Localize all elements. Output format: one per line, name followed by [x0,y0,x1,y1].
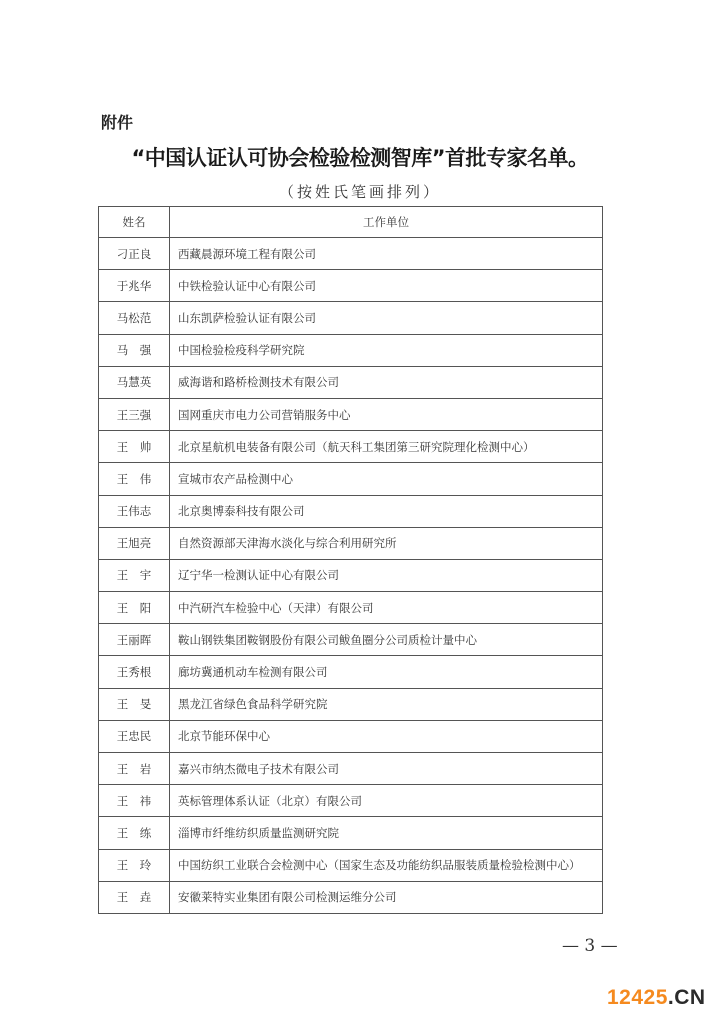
expert-name-cell: 王 祎 [99,785,170,817]
expert-name-cell: 马慧英 [99,366,170,398]
expert-name-cell: 马松范 [99,302,170,334]
expert-name-cell: 王忠民 [99,720,170,752]
expert-name-cell: 王伟志 [99,495,170,527]
document-title: “中国认证认可协会检验检测智库”首批专家名单。 [131,146,589,170]
expert-list-table [98,206,603,914]
table-body [99,238,603,914]
table-row [99,656,603,688]
work-unit-cell: 鞍山钢铁集团鞍钢股份有限公司鲅鱼圈分公司质检计量中心 [170,624,603,656]
work-unit-cell: 国网重庆市电力公司营销服务中心 [170,398,603,430]
table-row [99,431,603,463]
watermark-number: 12425 [607,986,668,1009]
table-row [99,302,603,334]
expert-name-cell: 王 帅 [99,431,170,463]
work-unit-cell: 黑龙江省绿色食品科学研究院 [170,688,603,720]
work-unit-cell: 安徽莱特实业集团有限公司检测运维分公司 [170,881,603,913]
expert-name-cell: 王丽晖 [99,624,170,656]
table-row [99,785,603,817]
table-row [99,334,603,366]
table-row [99,238,603,270]
expert-name-cell: 王 伟 [99,463,170,495]
table-row [99,398,603,430]
table-row [99,270,603,302]
site-watermark [607,986,706,1010]
document-subtitle: （按姓氏笔画排列） [278,183,441,201]
expert-name-cell: 王 阳 [99,592,170,624]
table-row [99,527,603,559]
work-unit-cell: 中铁检验认证中心有限公司 [170,270,603,302]
work-unit-cell: 北京节能环保中心 [170,720,603,752]
expert-name-cell: 王 旻 [99,688,170,720]
table-row [99,849,603,881]
work-unit-cell: 辽宁华一检测认证中心有限公司 [170,559,603,591]
work-unit-cell: 中国纺织工业联合会检测中心（国家生态及功能纺织品服装质量检验检测中心） [170,849,603,881]
work-unit-cell: 宣城市农产品检测中心 [170,463,603,495]
expert-name-cell: 王旭亮 [99,527,170,559]
table-row [99,463,603,495]
attachment-label: 附件 [101,113,134,132]
work-unit-cell: 嘉兴市纳杰微电子技术有限公司 [170,753,603,785]
expert-name-cell: 马 强 [99,334,170,366]
table-row [99,881,603,913]
work-unit-cell: 中汽研汽车检验中心（天津）有限公司 [170,592,603,624]
page-number: — 3 — [562,936,618,956]
expert-name-cell: 王 岩 [99,753,170,785]
table-row [99,817,603,849]
work-unit-cell: 自然资源部天津海水淡化与综合利用研究所 [170,527,603,559]
work-unit-cell: 北京星航机电装备有限公司（航天科工集团第三研究院理化检测中心） [170,431,603,463]
work-unit-cell: 西藏晨源环境工程有限公司 [170,238,603,270]
expert-name-cell: 王 垚 [99,881,170,913]
table-row [99,688,603,720]
expert-name-cell: 王 宇 [99,559,170,591]
expert-name-cell: 王秀根 [99,656,170,688]
header-unit: 工作单位 [170,207,603,238]
table-row [99,366,603,398]
expert-name-cell: 于兆华 [99,270,170,302]
expert-name-cell: 刁正良 [99,238,170,270]
table-row [99,720,603,752]
watermark-suffix: .CN [667,986,706,1009]
table-row [99,495,603,527]
table-row [99,592,603,624]
header-name: 姓名 [99,207,170,238]
table-row [99,753,603,785]
work-unit-cell: 廊坊冀通机动车检测有限公司 [170,656,603,688]
expert-name-cell: 王 练 [99,817,170,849]
work-unit-cell: 中国检验检疫科学研究院 [170,334,603,366]
expert-name-cell: 王 玲 [99,849,170,881]
work-unit-cell: 山东凯萨检验认证有限公司 [170,302,603,334]
table-row [99,624,603,656]
table-header-row [99,207,603,238]
work-unit-cell: 淄博市纤维纺织质量监测研究院 [170,817,603,849]
table-row [99,559,603,591]
expert-name-cell: 王三强 [99,398,170,430]
work-unit-cell: 英标管理体系认证（北京）有限公司 [170,785,603,817]
work-unit-cell: 北京奥博泰科技有限公司 [170,495,603,527]
work-unit-cell: 威海谐和路桥检测技术有限公司 [170,366,603,398]
